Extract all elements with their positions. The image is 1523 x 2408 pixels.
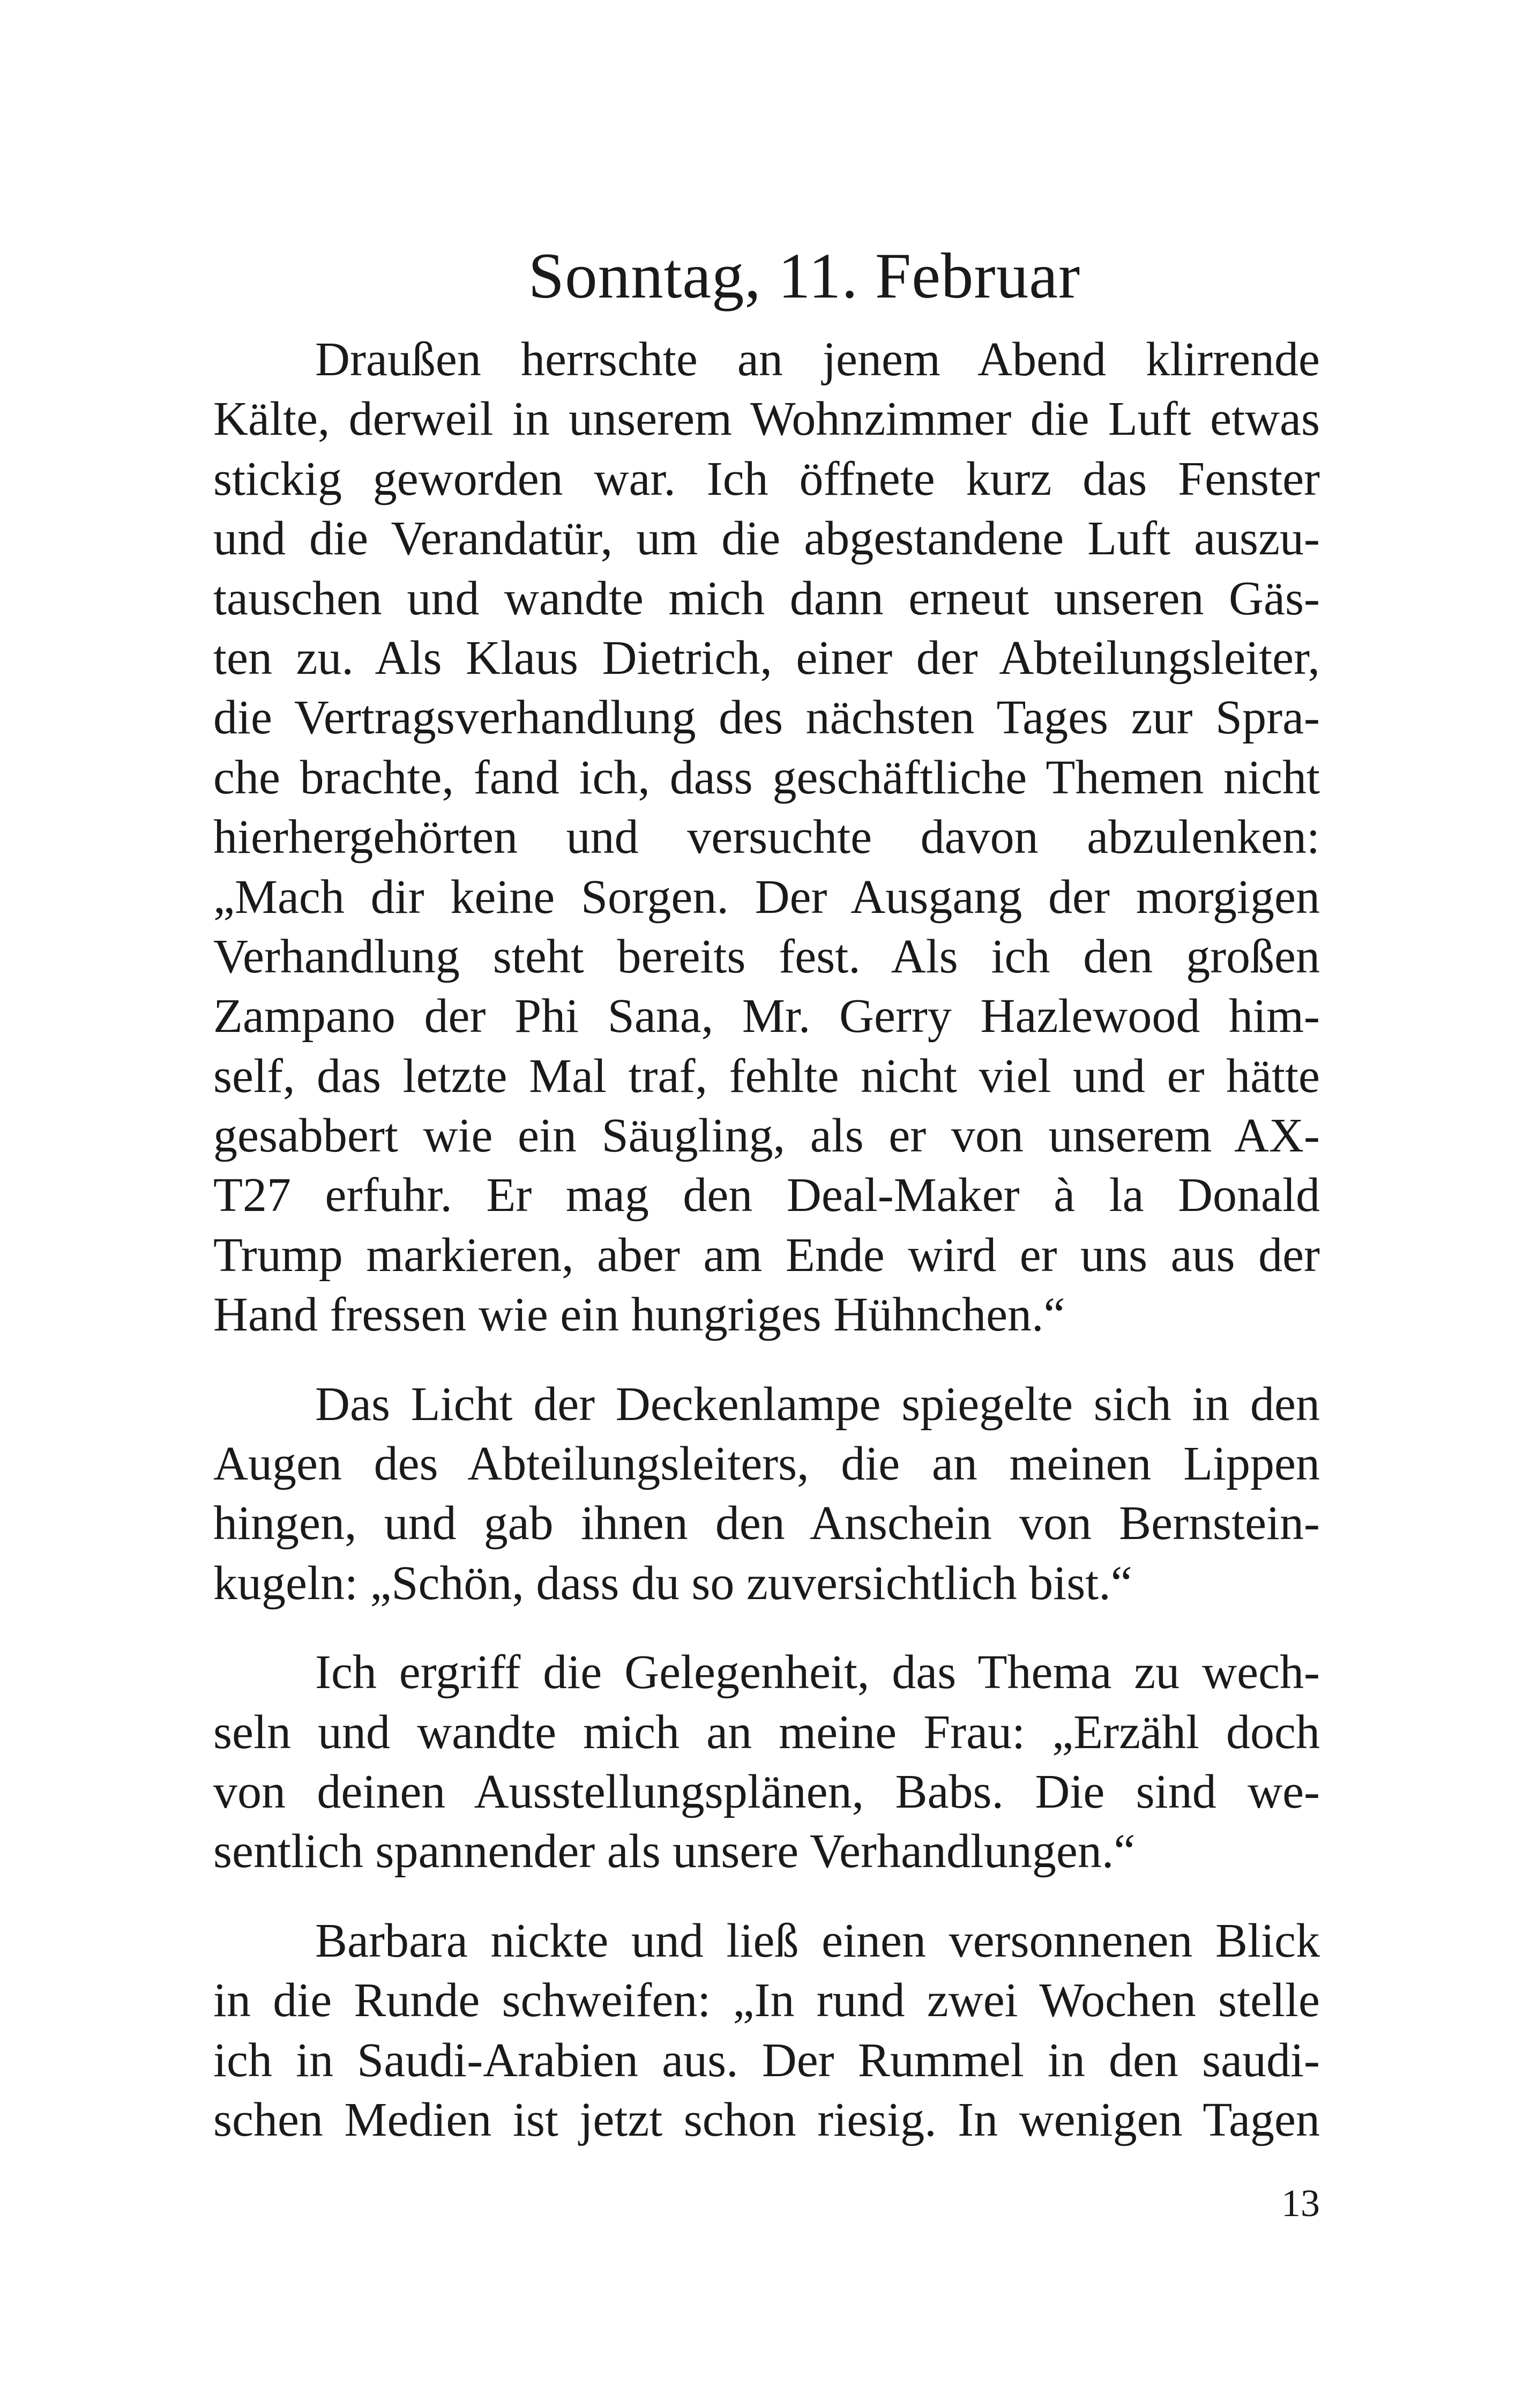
text-line: Das Licht der Deckenlampe spiegelte sich in den xyxy=(315,1377,1320,1431)
page-number: 13 xyxy=(1281,2182,1320,2225)
text-line: tauschen und wandte mich dann erneut unseren Gäs- xyxy=(213,571,1320,625)
text-line: Hand fressen wie ein hungriges Hühnchen.“ xyxy=(213,1288,1065,1342)
text-line: sentlich spannender als unsere Verhandlungen.“ xyxy=(213,1825,1136,1878)
text-line: T27 erfuhr. Er mag den Deal-Maker à la Donald xyxy=(213,1169,1320,1222)
paragraph-spacing xyxy=(213,1882,1320,1911)
chapter-title: Sonntag, 11. Februar xyxy=(528,240,1081,312)
text-line: seln und wandte mich an meine Frau: „Erzähl doch xyxy=(213,1705,1320,1759)
text-line: in die Runde schweifen: „In rund zwei Wochen stelle xyxy=(213,1974,1320,2027)
text-line: schen Medien ist jetzt schon riesig. In wenigen Tagen xyxy=(213,2093,1320,2146)
text-line: „Mach dir keine Sorgen. Der Ausgang der morgigen xyxy=(213,870,1320,924)
text-line: self, das letzte Mal traf, fehlte nicht viel und er hätte xyxy=(213,1049,1320,1103)
paragraph xyxy=(213,1374,1320,1614)
text-line: von deinen Ausstellungsplänen, Babs. Die sind we- xyxy=(213,1765,1320,1818)
text-line: stickig geworden war. Ich öffnete kurz das Fenster xyxy=(213,452,1320,506)
text-line: Zampano der Phi Sana, Mr. Gerry Hazlewood him- xyxy=(213,990,1320,1043)
text-line: ich in Saudi-Arabien aus. Der Rummel in den saudi- xyxy=(213,2033,1320,2087)
text-line: Trump markieren, aber am Ende wird er uns aus der xyxy=(213,1228,1320,1282)
paragraph-spacing xyxy=(213,1613,1320,1643)
text-line: ten zu. Als Klaus Dietrich, einer der Abteilungsleiter, xyxy=(213,631,1320,685)
paragraph xyxy=(213,1911,1320,2150)
text-line: Verhandlung steht bereits fest. Als ich den großen xyxy=(213,930,1320,983)
text-line: Barbara nickte und ließ einen versonnenen Blick xyxy=(315,1914,1320,1967)
text-line: die Vertragsverhandlung des nächsten Tages zur Spra- xyxy=(213,691,1320,745)
body-text xyxy=(213,330,1320,2150)
text-line: che brachte, fand ich, dass geschäftliche Themen nicht xyxy=(213,750,1320,804)
text-line: Ich ergriff die Gelegenheit, das Thema zu wech- xyxy=(315,1646,1320,1699)
text-line: und die Verandatür, um die abgestandene Luft auszu- xyxy=(213,512,1320,566)
paragraph xyxy=(213,1643,1320,1882)
text-line: hierhergehörten und versuchte davon abzulenken: xyxy=(213,811,1320,864)
paragraph xyxy=(213,330,1320,1345)
text-line: gesabbert wie ein Säugling, als er von unserem AX- xyxy=(213,1109,1320,1163)
text-line: kugeln: „Schön, dass du so zuversichtlich bist.“ xyxy=(213,1556,1132,1610)
text-line: Augen des Abteilungsleiters, die an meinen Lippen xyxy=(213,1437,1320,1491)
text-line: Kälte, derweil in unserem Wohnzimmer die Luft etwas xyxy=(213,392,1320,446)
text-line: hingen, und gab ihnen den Anschein von Bernstein- xyxy=(213,1497,1320,1550)
paragraph-spacing xyxy=(213,1345,1320,1374)
text-line: Draußen herrschte an jenem Abend klirrende xyxy=(315,333,1320,386)
